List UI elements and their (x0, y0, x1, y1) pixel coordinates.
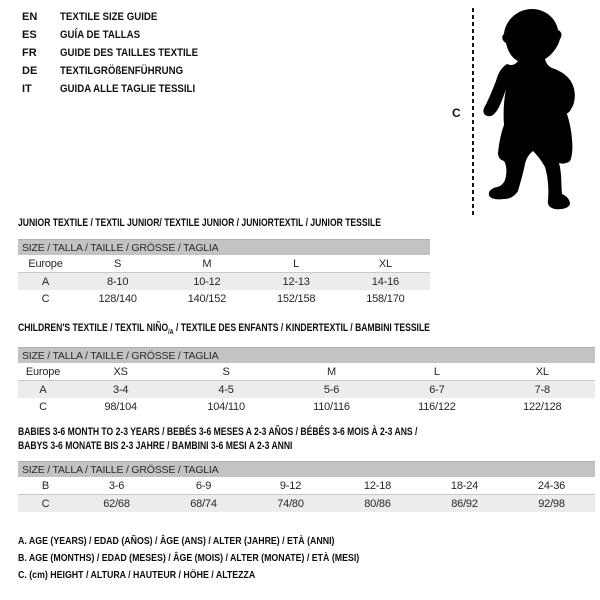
table-cell: XL (341, 255, 430, 273)
height-measure-label: C (452, 106, 461, 120)
table-cell: 18-24 (421, 477, 508, 495)
size-header-cell: SIZE / TALLA / TAILLE / GRÖSSE / TAGLIA (18, 462, 595, 478)
footnote-a: A. AGE (YEARS) / EDAD (AÑOS) / ÂGE (ANS) / ALTER (JAHRE) / ETÀ (ANNI) (18, 536, 335, 547)
lang-title: TEXTILE SIZE GUIDE (60, 11, 158, 23)
lang-code: EN (22, 11, 38, 23)
table-cell: 74/80 (247, 495, 334, 513)
table-cell: 6-9 (160, 477, 247, 495)
table-cell: 140/152 (187, 292, 227, 305)
lang-row-it (22, 80, 442, 98)
row-label-cell: C (39, 400, 47, 413)
table-cell: 12-18 (334, 477, 421, 495)
children-section-title: CHILDREN'S TEXTILE / TEXTIL $NIÑO_{/A}$ / TEXTILE DES ENFANTS / KINDERTEXTIL / BAMBINI TESSILE (18, 322, 430, 337)
lang-code: IT (22, 83, 32, 95)
table-cell: 62/68 (73, 495, 160, 513)
lang-row-en (22, 8, 442, 26)
footnote-b: B. AGE (MONTHS) / EDAD (MESES) / ÂGE (MOIS) / ALTER (MONATE) / ETÀ (MESI) (18, 553, 360, 564)
table-cell: 104/110 (207, 400, 245, 413)
babies-section-title: BABIES 3-6 MONTH TO 2-3 YEARS / BEBÉS 3-6 MESES A 2-3 AÑOS / BÉBÉS 3-6 MOIS À 2-3 ANS / BABYS 3-6 MONATE BIS 2-3 JAHRE / BAMBINI 3-6 MESI A 2-3 ANNI (18, 426, 418, 452)
size-header-cell: SIZE / TALLA / TAILLE / GRÖSSE / TAGLIA (18, 240, 430, 256)
row-label-cell: A (18, 381, 68, 399)
table-cell: 3-4 (68, 381, 173, 399)
toddler-silhouette-icon (482, 9, 582, 214)
babies-size-table (18, 461, 595, 512)
lang-title: GUIDE DES TAILLES TEXTILE (60, 47, 199, 59)
table-cell: 9-12 (247, 477, 334, 495)
table-cell: 68/74 (160, 495, 247, 513)
row-label-cell: C (18, 495, 73, 513)
table-cell: M (162, 255, 251, 273)
table-cell: M (279, 363, 384, 381)
table-cell: XL (490, 363, 595, 381)
table-cell: 5-6 (279, 381, 384, 399)
lang-code: FR (22, 47, 37, 59)
table-cell: 14-16 (341, 273, 430, 291)
lang-title: TEXTILGRÖßENFÜHRUNG (60, 65, 184, 77)
junior-size-table (18, 239, 430, 307)
table-cell: XS (68, 363, 173, 381)
footnote-c: C. (cm) HEIGHT / ALTURA / HAUTEUR / HÖHE / ALTEZZA (18, 570, 256, 581)
lang-row-fr (22, 44, 442, 62)
table-cell: 10-12 (162, 273, 251, 291)
gender-suffix: /A (168, 329, 174, 337)
table-cell: 128/140 (98, 292, 137, 305)
table-cell: 7-8 (490, 381, 595, 399)
row-label-cell: B (18, 477, 73, 495)
table-cell: 116/122 (418, 400, 456, 413)
lang-code: ES (22, 29, 37, 41)
table-cell: S (73, 255, 162, 273)
table-cell: 110/116 (313, 400, 350, 413)
table-cell: 24-36 (508, 477, 595, 495)
table-cell: 80/86 (334, 495, 421, 513)
row-label-cell: Europe (18, 363, 68, 381)
table-cell: 92/98 (508, 495, 595, 513)
table-cell: 3-6 (73, 477, 160, 495)
table-cell: L (384, 363, 489, 381)
size-header-cell: SIZE / TALLA / TAILLE / GRÖSSE / TAGLIA (18, 348, 595, 364)
table-cell: 122/128 (523, 400, 562, 413)
table-cell: 6-7 (384, 381, 489, 399)
table-cell: 158/170 (366, 292, 405, 305)
lang-row-de (22, 62, 442, 80)
lang-code: DE (22, 65, 38, 77)
table-cell: 4-5 (173, 381, 278, 399)
table-cell: 86/92 (421, 495, 508, 513)
table-cell: L (252, 255, 341, 273)
table-cell: 98/104 (104, 400, 137, 413)
row-label-cell: C (41, 292, 50, 305)
table-cell: 12-13 (252, 273, 341, 291)
lang-title: GUÍA DE TALLAS (60, 29, 141, 41)
language-list (22, 8, 442, 98)
lang-row-es (22, 26, 442, 44)
height-measure-dashed-line (472, 8, 474, 216)
junior-section-title: JUNIOR TEXTILE / TEXTIL JUNIOR/ TEXTILE JUNIOR / JUNIORTEXTIL / JUNIOR TESSILE (18, 217, 381, 229)
table-cell: 8-10 (73, 273, 162, 291)
table-cell: S (173, 363, 278, 381)
table-cell: 152/158 (276, 292, 316, 305)
children-size-table (18, 347, 595, 415)
footnotes (18, 533, 406, 584)
row-label-cell: A (18, 273, 73, 291)
lang-title: GUIDA ALLE TAGLIE TESSILI (60, 83, 196, 95)
row-label-cell: Europe (18, 255, 73, 273)
